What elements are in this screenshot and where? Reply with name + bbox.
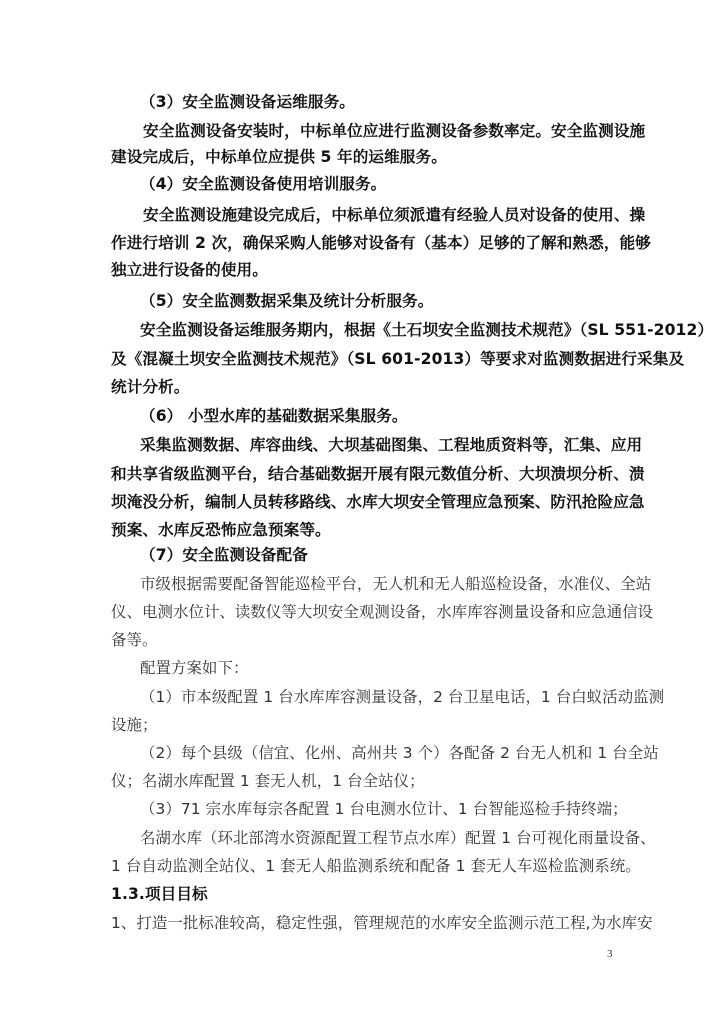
paragraph-line: 建设完成后，中标单位应提供 5 年的运维服务。 <box>111 148 447 166</box>
paragraph-line: 安全监测设施建设完成后，中标单位须派遣有经验人员对设备的使用、操 <box>143 206 646 224</box>
heading-item-6: （6） 小型水库的基础数据采集服务。 <box>140 407 408 425</box>
paragraph-line: 及《混凝土坝安全监测技术规范》（SL 601-2013）等要求对监测数据进行采集及 <box>111 350 685 368</box>
paragraph-line: 安全监测设备安装时，中标单位应进行监测设备参数率定。安全监测设施 <box>143 122 646 140</box>
paragraph-line: 和共享省级监测平台，结合基础数据开展有限元数值分析、大坝溃坝分析、溃 <box>111 465 645 483</box>
paragraph-line: 1 台自动监测全站仪、1 套无人船监测系统和配备 1 套无人车巡检监测系统。 <box>111 857 641 875</box>
section-heading-1-3: 1.3.项目目标 <box>111 885 208 903</box>
paragraph-line: 名湖水库（环北部湾水资源配置工程节点水库）配置 1 台可视化雨量设备、 <box>140 829 656 847</box>
paragraph-line: 采集监测数据、库容曲线、大坝基础图集、工程地质资料等，汇集、应用 <box>140 436 643 454</box>
heading-item-3: （3）安全监测设备运维服务。 <box>140 93 355 111</box>
list-item-city: （1）市本级配置 1 台水库库容测量设备，2 台卫星电话，1 台白蚁活动监测 <box>140 688 665 706</box>
page-number: 3 <box>607 948 613 960</box>
paragraph-line: 备等。 <box>111 631 158 649</box>
heading-item-4: （4）安全监测设备使用培训服务。 <box>140 175 387 193</box>
paragraph-line: 1、打造一批标准较高，稳定性强，管理规范的水库安全监测示范工程,为水库安 <box>111 914 653 932</box>
paragraph-line: 预案、水库反恐怖应急预案等。 <box>111 521 331 539</box>
paragraph-line: 统计分析。 <box>111 378 190 396</box>
paragraph-line: 仪；名湖水库配置 1 套无人机，1 台全站仪； <box>111 772 425 790</box>
paragraph-line: 坝淹没分析，编制人员转移路线、水库大坝安全管理应急预案、防汛抢险应急 <box>111 493 645 511</box>
paragraph-line: 设施； <box>111 716 158 734</box>
paragraph-line: 独立进行设备的使用。 <box>111 261 268 279</box>
heading-item-5: （5）安全监测数据采集及统计分析服务。 <box>140 292 434 310</box>
paragraph-line: 安全监测设备运维服务期内，根据《土石坝安全监测技术规范》（SL 551-2012） <box>140 321 714 339</box>
paragraph-line: 市级根据需要配备智能巡检平台，无人机和无人船巡检设备，水准仪、全站 <box>140 575 652 593</box>
list-item-county: （2）每个县级（信宜、化州、高州共 3 个）各配备 2 台无人机和 1 台全站 <box>140 744 659 762</box>
paragraph-line: 配置方案如下： <box>140 659 249 677</box>
paragraph-line: 作进行培训 2 次，确保采购人能够对设备有（基本）足够的了解和熟悉，能够 <box>111 234 651 252</box>
list-item-reservoirs: （3）71 宗水库每宗各配置 1 台电测水位计、1 台智能巡检手持终端； <box>140 800 628 818</box>
paragraph-line: 仪、电测水位计、读数仪等大坝安全观测设备，水库库容测量设备和应急通信设 <box>111 603 654 621</box>
heading-item-7: （7）安全监测设备配备 <box>140 546 308 564</box>
